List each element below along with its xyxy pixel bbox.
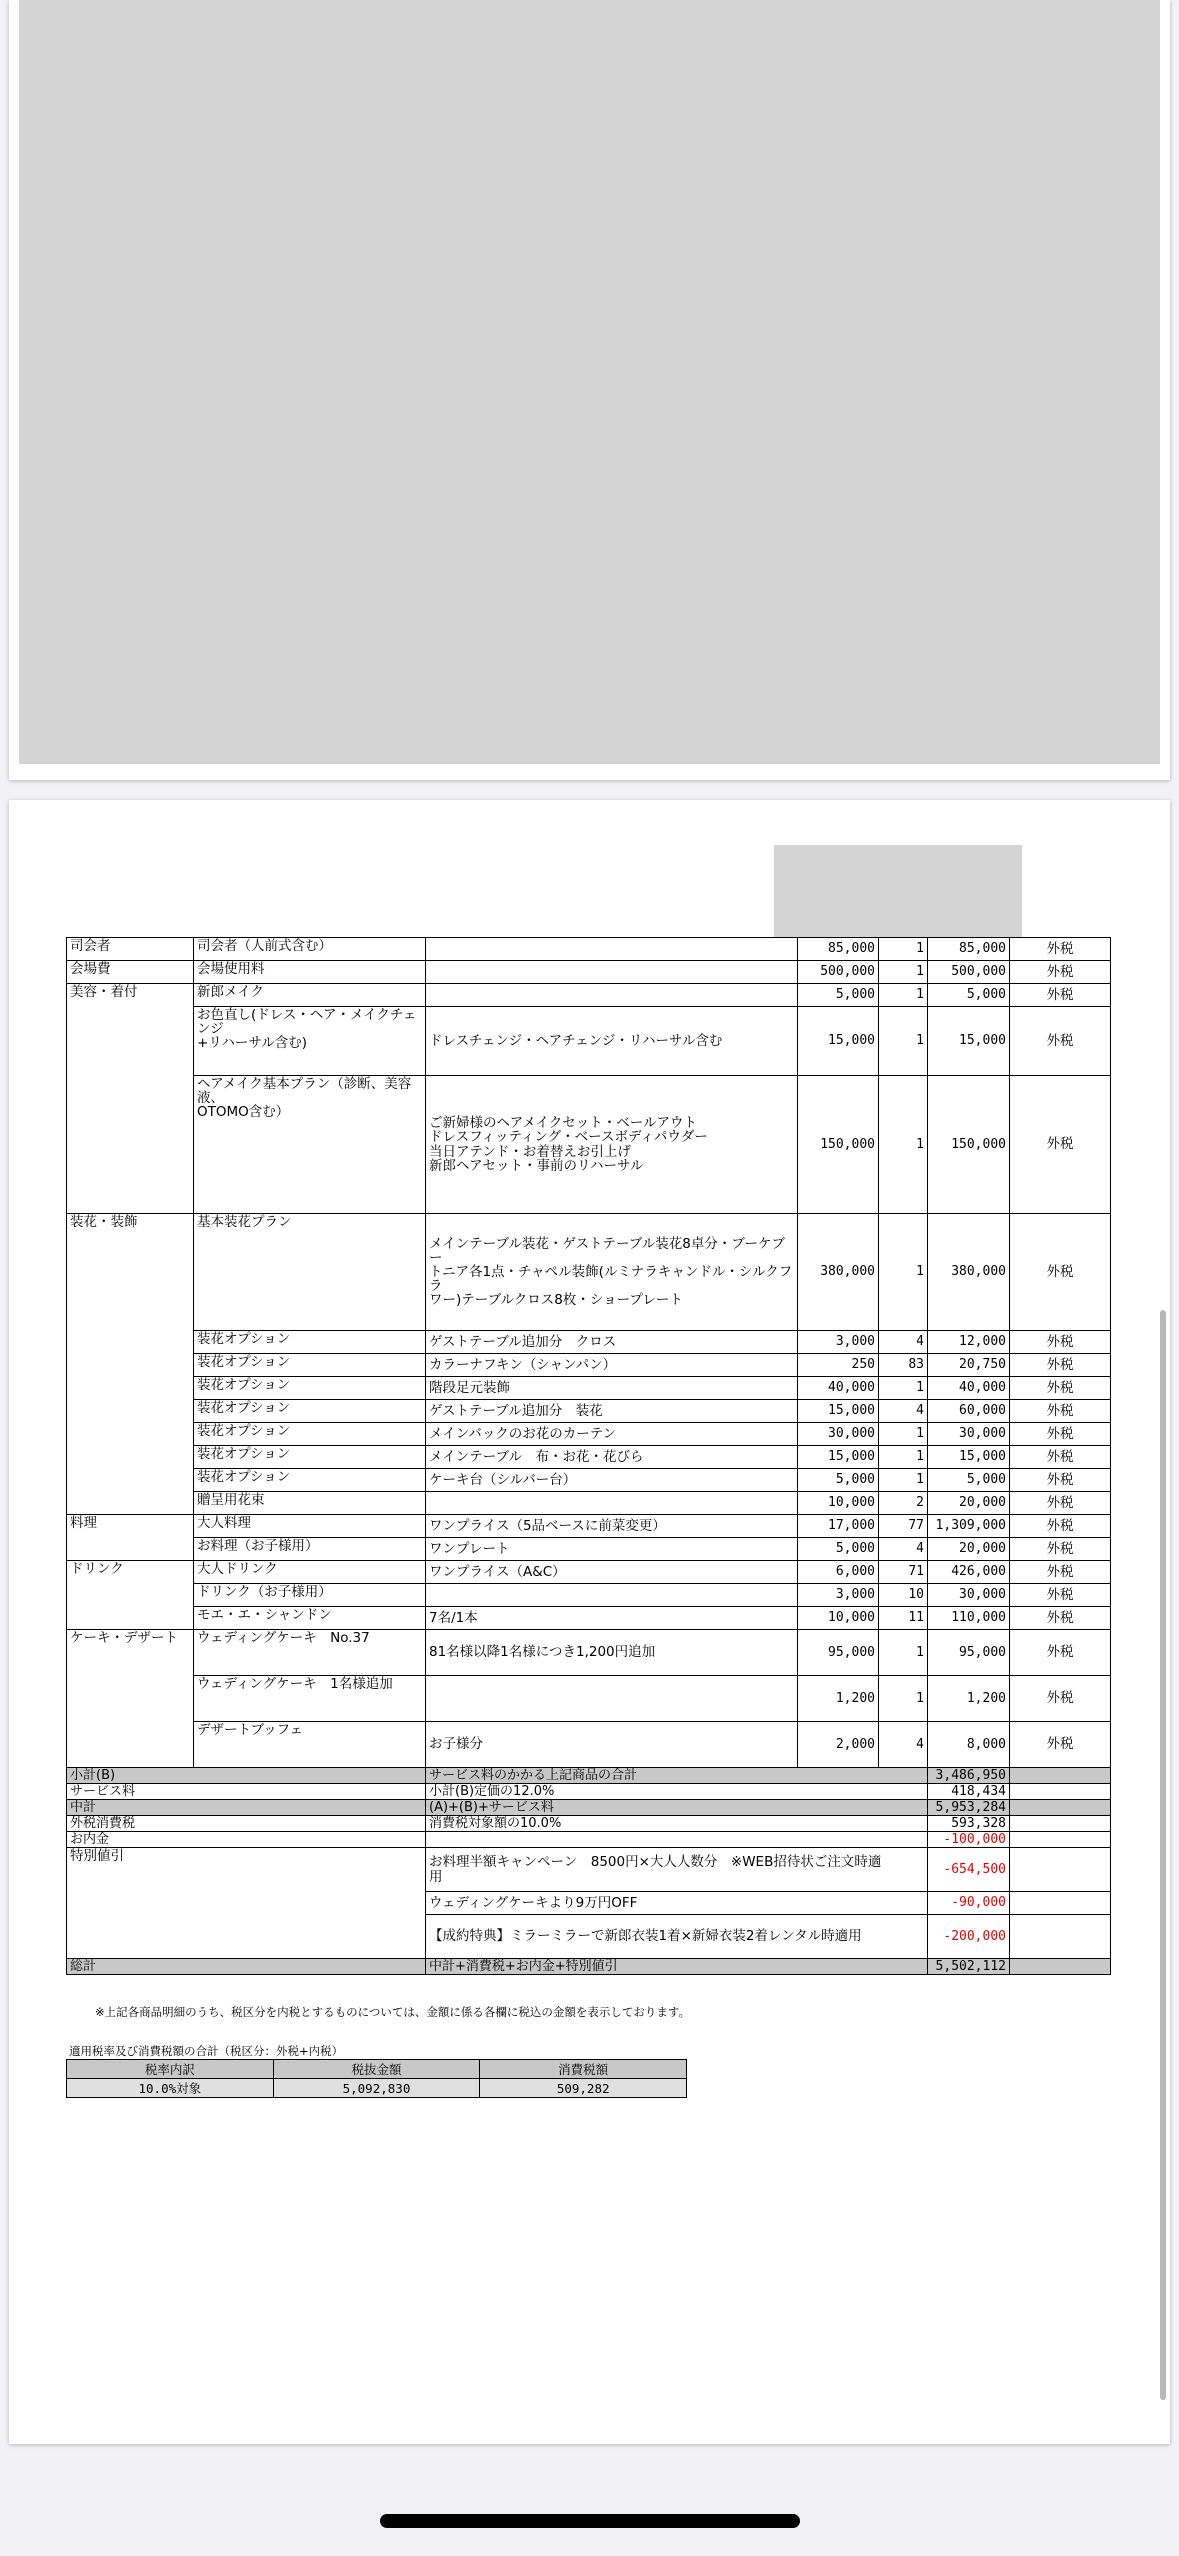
item-cell: 大人料理 <box>194 1515 426 1538</box>
quantity-cell: 77 <box>879 1515 928 1538</box>
total-amount: 5,502,112 <box>928 1959 1010 1975</box>
tax-type-cell: 外税 <box>1010 1538 1111 1561</box>
amount-cell: 15,000 <box>928 1446 1010 1469</box>
amount-cell: 500,000 <box>928 961 1010 984</box>
tax-type-cell: 外税 <box>1010 1469 1111 1492</box>
item-cell: 装花オプション <box>194 1354 426 1377</box>
discount-description: お料理半額キャンペーン 8500円×大人人数分 ※WEB招待状ご注文時適 用 <box>426 1848 928 1892</box>
unit-price-cell: 5,000 <box>798 1469 879 1492</box>
description-cell: メインバックのお花のカーテン <box>426 1423 798 1446</box>
discount-description: ウェディングケーキより9万円OFF <box>426 1892 928 1915</box>
description-cell <box>426 938 798 961</box>
summary-description: (A)+(B)+サービス料 <box>426 1800 928 1816</box>
unit-price-cell: 10,000 <box>798 1492 879 1515</box>
redacted-block <box>774 845 1022 937</box>
amount-cell: 30,000 <box>928 1423 1010 1446</box>
amount-cell: 426,000 <box>928 1561 1010 1584</box>
item-cell: 司会者（人前式含む） <box>194 938 426 961</box>
quantity-cell: 1 <box>879 1007 928 1076</box>
empty-cell <box>1010 1784 1111 1800</box>
deposit-row <box>67 1832 1111 1848</box>
document-page-2 <box>9 800 1170 2444</box>
tax-type-cell: 外税 <box>1010 1007 1111 1076</box>
table-row <box>67 1331 1111 1354</box>
summary-amount: -100,000 <box>928 1832 1010 1848</box>
summary-description <box>426 1832 928 1848</box>
unit-price-cell: 1,200 <box>798 1676 879 1722</box>
tax-type-cell: 外税 <box>1010 1676 1111 1722</box>
empty-cell <box>1010 1892 1111 1915</box>
table-row <box>67 2079 687 2098</box>
unit-price-cell: 17,000 <box>798 1515 879 1538</box>
summary-amount: 3,486,950 <box>928 1768 1010 1784</box>
quantity-cell: 71 <box>879 1561 928 1584</box>
unit-price-cell: 40,000 <box>798 1377 879 1400</box>
table-row <box>67 1377 1111 1400</box>
tax-type-cell: 外税 <box>1010 1446 1111 1469</box>
amount-cell: 20,000 <box>928 1492 1010 1515</box>
amount-cell: 30,000 <box>928 1584 1010 1607</box>
item-cell: モエ・エ・シャンドン <box>194 1607 426 1630</box>
table-row <box>67 1584 1111 1607</box>
table-row <box>67 1538 1111 1561</box>
header-cell: 消費税額 <box>480 2060 687 2079</box>
amount-cell: 40,000 <box>928 1377 1010 1400</box>
table-row <box>67 1354 1111 1377</box>
description-cell <box>426 984 798 1007</box>
empty-cell <box>1010 1915 1111 1959</box>
table-row <box>67 1076 1111 1214</box>
description-cell: ドレスチェンジ・ヘアチェンジ・リハーサル含む <box>426 1007 798 1076</box>
amount-cell: 5,000 <box>928 1469 1010 1492</box>
amount-cell: 12,000 <box>928 1331 1010 1354</box>
tax-summary-table <box>66 2059 687 2098</box>
tax-type-cell: 外税 <box>1010 1423 1111 1446</box>
tax-note: ※上記各商品明細のうち、税区分を内税とするものについては、金額に係る各欄に税込の金額を表示しております。 <box>95 2005 690 2019</box>
unit-price-cell: 15,000 <box>798 1400 879 1423</box>
discount-amount: -90,000 <box>928 1892 1010 1915</box>
amount-cell: 380,000 <box>928 1214 1010 1331</box>
unit-price-cell: 30,000 <box>798 1423 879 1446</box>
amount-cell: 1,309,000 <box>928 1515 1010 1538</box>
table-row <box>67 1630 1111 1676</box>
tax-type-cell: 外税 <box>1010 1377 1111 1400</box>
summary-amount: 593,328 <box>928 1816 1010 1832</box>
item-cell: ヘアメイク基本プラン（診断、美容液、 OTOMO含む） <box>194 1076 426 1214</box>
description-cell: メインテーブル装花・ゲストテーブル装花8卓分・ブーケブー トニア各1点・チャペル装飾(ルミナラキャンドル・シルクフラ ワー)テーブルクロス8枚・ショープレート <box>426 1214 798 1331</box>
table-row <box>67 1515 1111 1538</box>
unit-price-cell: 250 <box>798 1354 879 1377</box>
discount-amount: -200,000 <box>928 1915 1010 1959</box>
category-cell: ドリンク <box>67 1561 194 1630</box>
summary-amount: 418,434 <box>928 1784 1010 1800</box>
item-cell: 新郎メイク <box>194 984 426 1007</box>
description-cell: メインテーブル 布・お花・花びら <box>426 1446 798 1469</box>
scrollbar[interactable] <box>1160 1310 1166 2400</box>
summary-label: お内金 <box>67 1832 426 1848</box>
description-cell <box>426 1584 798 1607</box>
total-description: 中計+消費税+お内金+特別値引 <box>426 1959 928 1975</box>
table-row <box>67 1607 1111 1630</box>
category-cell: ケーキ・デザート <box>67 1630 194 1768</box>
category-cell: 会場費 <box>67 961 194 984</box>
description-cell <box>426 1492 798 1515</box>
item-cell: 装花オプション <box>194 1423 426 1446</box>
estimate-table <box>66 937 1111 1975</box>
tax-type-cell: 外税 <box>1010 1607 1111 1630</box>
summary-description: サービス料のかかる上記商品の合計 <box>426 1768 928 1784</box>
subtotal-row <box>67 1768 1111 1784</box>
item-cell: 基本装花プラン <box>194 1214 426 1331</box>
amount-cell: 95,000 <box>928 1630 1010 1676</box>
category-cell: 料理 <box>67 1515 194 1561</box>
table-row <box>67 1400 1111 1423</box>
amount-cell: 15,000 <box>928 1007 1010 1076</box>
unit-price-cell: 5,000 <box>798 984 879 1007</box>
amount-cell: 5,000 <box>928 984 1010 1007</box>
tax-type-cell: 外税 <box>1010 1076 1111 1214</box>
unit-price-cell: 15,000 <box>798 1446 879 1469</box>
tax-type-cell: 外税 <box>1010 1584 1111 1607</box>
description-cell: ゲストテーブル追加分 装花 <box>426 1400 798 1423</box>
description-cell: 7名/1本 <box>426 1607 798 1630</box>
quantity-cell: 10 <box>879 1584 928 1607</box>
item-cell: ウェディングケーキ No.37 <box>194 1630 426 1676</box>
empty-cell <box>1010 1800 1111 1816</box>
description-cell <box>426 1676 798 1722</box>
unit-price-cell: 3,000 <box>798 1331 879 1354</box>
category-cell: 装花・装飾 <box>67 1214 194 1515</box>
item-cell: 装花オプション <box>194 1377 426 1400</box>
tax-type-cell: 外税 <box>1010 1354 1111 1377</box>
unit-price-cell: 500,000 <box>798 961 879 984</box>
amount-cell: 150,000 <box>928 1076 1010 1214</box>
table-row <box>67 1561 1111 1584</box>
consumption-tax-row <box>67 1816 1111 1832</box>
tax-type-cell: 外税 <box>1010 1722 1111 1768</box>
table-row <box>67 938 1111 961</box>
quantity-cell: 4 <box>879 1400 928 1423</box>
amount-cell: 110,000 <box>928 1607 1010 1630</box>
item-cell: ウェディングケーキ 1名様追加 <box>194 1676 426 1722</box>
midtotal-row <box>67 1800 1111 1816</box>
unit-price-cell: 3,000 <box>798 1584 879 1607</box>
amount-cell: 20,000 <box>928 1538 1010 1561</box>
summary-label: 小計(B) <box>67 1768 426 1784</box>
quantity-cell: 1 <box>879 1214 928 1331</box>
item-cell: 大人ドリンク <box>194 1561 426 1584</box>
quantity-cell: 2 <box>879 1492 928 1515</box>
table-row <box>67 1214 1111 1331</box>
summary-description: 消費税対象額の10.0% <box>426 1816 928 1832</box>
quantity-cell: 1 <box>879 1076 928 1214</box>
unit-price-cell: 95,000 <box>798 1630 879 1676</box>
tax-type-cell: 外税 <box>1010 1331 1111 1354</box>
quantity-cell: 1 <box>879 1676 928 1722</box>
tax-type-cell: 外税 <box>1010 1214 1111 1331</box>
header-cell: 税率内訳 <box>67 2060 274 2079</box>
tax-type-cell: 外税 <box>1010 1492 1111 1515</box>
unit-price-cell: 2,000 <box>798 1722 879 1768</box>
quantity-cell: 1 <box>879 1469 928 1492</box>
summary-label: 外税消費税 <box>67 1816 426 1832</box>
summary-label: 中計 <box>67 1800 426 1816</box>
description-cell: カラーナフキン（シャンパン） <box>426 1354 798 1377</box>
empty-cell <box>1010 1816 1111 1832</box>
description-cell: ケーキ台（シルバー台） <box>426 1469 798 1492</box>
description-cell <box>426 961 798 984</box>
item-cell: 装花オプション <box>194 1400 426 1423</box>
description-cell: ワンプライス（5品ベースに前菜変更） <box>426 1515 798 1538</box>
table-row <box>67 1722 1111 1768</box>
discount-row <box>67 1848 1111 1892</box>
quantity-cell: 1 <box>879 1423 928 1446</box>
quantity-cell: 1 <box>879 1446 928 1469</box>
discount-amount: -654,500 <box>928 1848 1010 1892</box>
pretax-amount-cell: 5,092,830 <box>273 2079 480 2098</box>
tax-type-cell: 外税 <box>1010 1630 1111 1676</box>
grand-total-row <box>67 1959 1111 1975</box>
total-label: 総計 <box>67 1959 426 1975</box>
item-cell: ドリンク（お子様用） <box>194 1584 426 1607</box>
document-page-1 <box>9 0 1170 780</box>
empty-cell <box>1010 1959 1111 1975</box>
amount-cell: 60,000 <box>928 1400 1010 1423</box>
item-cell: 会場使用料 <box>194 961 426 984</box>
quantity-cell: 1 <box>879 1377 928 1400</box>
summary-amount: 5,953,284 <box>928 1800 1010 1816</box>
table-row <box>67 1492 1111 1515</box>
description-cell: お子様分 <box>426 1722 798 1768</box>
quantity-cell: 1 <box>879 984 928 1007</box>
item-cell: 装花オプション <box>194 1446 426 1469</box>
table-row <box>67 1007 1111 1076</box>
amount-cell: 20,750 <box>928 1354 1010 1377</box>
unit-price-cell: 15,000 <box>798 1007 879 1076</box>
item-cell: デザートブッフェ <box>194 1722 426 1768</box>
amount-cell: 1,200 <box>928 1676 1010 1722</box>
service-fee-row <box>67 1784 1111 1800</box>
table-row <box>67 984 1111 1007</box>
home-indicator[interactable] <box>380 2514 800 2528</box>
unit-price-cell: 85,000 <box>798 938 879 961</box>
quantity-cell: 4 <box>879 1722 928 1768</box>
amount-cell: 85,000 <box>928 938 1010 961</box>
tax-type-cell: 外税 <box>1010 961 1111 984</box>
tax-rate-cell: 10.0%対象 <box>67 2079 274 2098</box>
quantity-cell: 1 <box>879 961 928 984</box>
item-cell: お色直し(ドレス・ヘア・メイクチェンジ +リハーサル含む) <box>194 1007 426 1076</box>
tax-type-cell: 外税 <box>1010 938 1111 961</box>
unit-price-cell: 5,000 <box>798 1538 879 1561</box>
tax-summary-caption: 適用税率及び消費税額の合計（税区分：外税+内税） <box>69 2044 344 2058</box>
item-cell: お料理（お子様用） <box>194 1538 426 1561</box>
quantity-cell: 4 <box>879 1331 928 1354</box>
description-cell: ご新婦様のヘアメイクセット・ベールアウト ドレスフィッティング・ベースボディパウダー 当日アテンド・お着替えお引上げ 新郎ヘアセット・事前のリハーサル <box>426 1076 798 1214</box>
quantity-cell: 4 <box>879 1538 928 1561</box>
item-cell: 装花オプション <box>194 1331 426 1354</box>
category-cell: 美容・着付 <box>67 984 194 1214</box>
description-cell: ゲストテーブル追加分 クロス <box>426 1331 798 1354</box>
empty-cell <box>1010 1768 1111 1784</box>
empty-cell <box>1010 1832 1111 1848</box>
summary-description: 小計(B)定価の12.0% <box>426 1784 928 1800</box>
tax-type-cell: 外税 <box>1010 1515 1111 1538</box>
unit-price-cell: 380,000 <box>798 1214 879 1331</box>
tax-type-cell: 外税 <box>1010 1400 1111 1423</box>
category-cell: 司会者 <box>67 938 194 961</box>
item-cell: 装花オプション <box>194 1469 426 1492</box>
table-row <box>67 961 1111 984</box>
discount-description: 【成約特典】ミラーミラーで新郎衣装1着×新婦衣装2着レンタル時適用 <box>426 1915 928 1959</box>
empty-cell <box>1010 1848 1111 1892</box>
quantity-cell: 1 <box>879 938 928 961</box>
description-cell: 81名様以降1名様につき1,200円追加 <box>426 1630 798 1676</box>
unit-price-cell: 150,000 <box>798 1076 879 1214</box>
item-cell: 贈呈用花束 <box>194 1492 426 1515</box>
quantity-cell: 11 <box>879 1607 928 1630</box>
table-row <box>67 1676 1111 1722</box>
header-cell: 税抜金額 <box>273 2060 480 2079</box>
table-row <box>67 1423 1111 1446</box>
description-cell: ワンプレート <box>426 1538 798 1561</box>
table-header-row <box>67 2060 687 2079</box>
table-row <box>67 1446 1111 1469</box>
description-cell: ワンプライス（A&C） <box>426 1561 798 1584</box>
discount-label: 特別値引 <box>67 1848 426 1959</box>
tax-amount-cell: 509,282 <box>480 2079 687 2098</box>
tax-type-cell: 外税 <box>1010 984 1111 1007</box>
tax-type-cell: 外税 <box>1010 1561 1111 1584</box>
summary-label: サービス料 <box>67 1784 426 1800</box>
amount-cell: 8,000 <box>928 1722 1010 1768</box>
unit-price-cell: 10,000 <box>798 1607 879 1630</box>
redacted-area <box>19 0 1160 764</box>
quantity-cell: 83 <box>879 1354 928 1377</box>
table-row <box>67 1469 1111 1492</box>
description-cell: 階段足元装飾 <box>426 1377 798 1400</box>
unit-price-cell: 6,000 <box>798 1561 879 1584</box>
quantity-cell: 1 <box>879 1630 928 1676</box>
